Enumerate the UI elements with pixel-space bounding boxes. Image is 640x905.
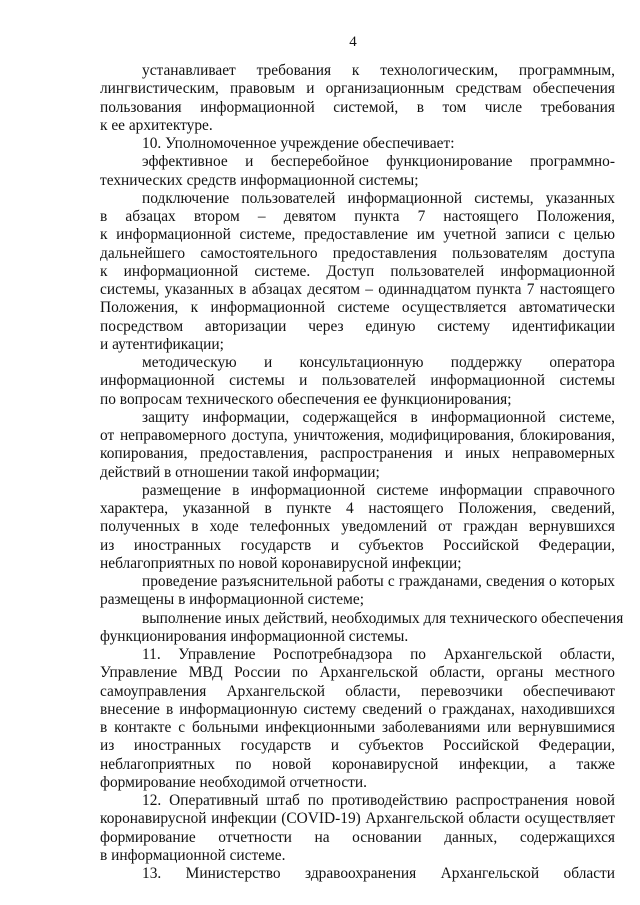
text-line: выполнение иных действий, необходимых для технического обеспечения [142,609,624,627]
text-line: 12. Оперативный штаб по противодействию распространения новой [142,792,615,809]
text-line: действий в отношении такой информации; [100,463,380,481]
document-body [100,62,624,883]
text-line: полученных в ходе телефонных уведомлений от граждан вернувшихся [100,518,615,536]
paragraph [100,190,615,354]
text-line: коронавирусной инфекции (COVID-19) Архангельской области осуществляет [100,810,615,828]
paragraph [100,792,615,865]
paragraph [100,409,615,482]
text-line: размещение в информационной системе информации справочного [142,481,615,499]
text-line: методическую и консультационную поддержку оператора [142,354,615,371]
text-line: лингвистическим, правовым и организационным средствам обеспечения [100,80,615,98]
text-line: проведение разъяснительной работы с гражданами, сведения о которых [142,573,615,590]
text-line: и аутентификации; [100,335,224,353]
paragraph [100,646,615,792]
text-line: информационной системы и пользователей информационной системы [100,372,615,390]
paragraph [100,865,615,883]
text-line: защиту информации, содержащейся в информационной системе, [142,408,615,426]
text-line: неблагоприятных по новой коронавирусной инфекции; [100,554,462,572]
text-line: посредством авторизации через единую систему идентификации [100,317,615,335]
text-line: внесение в информационную систему сведений о гражданах, находившихся [100,700,615,718]
paragraph [100,609,624,647]
paragraph [100,62,615,135]
page-number: 4 [349,34,357,50]
text-line: самоуправления Архангельской области, перевозчики обеспечивают [100,682,615,700]
text-line: 11. Управление Роспотребнадзора по Архангельской области, [142,646,615,663]
text-line: неблагоприятных по новой коронавирусной инфекции, а также [100,755,615,773]
paragraph [100,573,615,610]
text-line: 13. Министерство здравоохранения Архангельской области [142,865,615,882]
text-line: к информационной системе, предоставление им учетной записи с целью [100,226,615,244]
text-line: в контакте с больными инфекционными заболеваниями или вернувшимися [100,719,615,736]
text-line: Положения, к информационной системе осуществляется автоматически [100,299,615,317]
text-line: системы, указанных в абзацах десятом – одиннадцатом пункта 7 настоящего [100,281,615,298]
text-line: формирование необходимой отчетности. [100,773,367,791]
text-line: дальнейшего самостоятельного предоставления пользователям доступа [100,244,615,262]
paragraph [100,482,615,573]
text-line: копирования, предоставления, распространения и иных неправомерных [100,445,615,463]
text-line: к ее архитектуре. [100,116,213,134]
text-line: к информационной системе. Доступ пользователей информационной [100,262,615,280]
paragraph [100,354,615,409]
text-line: 10. Уполномоченное учреждение обеспечивает: [142,135,455,152]
paragraph [100,135,615,153]
text-line: подключение пользователей информационной системы, указанных [142,189,615,207]
text-line: технических средств информационной системы; [100,171,419,189]
text-line: Управление МВД России по Архангельской области, органы местного [100,664,615,682]
text-line: эффективное и бесперебойное функционирование программно- [142,153,615,171]
text-line: характера, указанной в пункте 4 настоящего Положения, сведений, [100,500,615,517]
text-line: от неправомерного доступа, уничтожения, модифицирования, блокирования, [100,427,615,444]
text-line: пользования информационной системой, в том числе требования [100,98,615,116]
text-line: из иностранных государств и субъектов Российской Федерации, [100,737,615,755]
paragraph [100,153,615,190]
text-line: формирование отчетности на основании данных, содержащихся [100,828,615,846]
text-line: из иностранных государств и субъектов Российской Федерации, [100,536,615,554]
text-line: в абзацах втором – девятом пункта 7 настоящего Положения, [100,208,615,225]
text-line: в информационной системе. [100,846,286,864]
text-line: размещены в информационной системе; [100,591,364,609]
text-line: по вопросам технического обеспечения ее функционирования; [100,390,512,408]
text-line: функционирования информационной системы. [100,627,409,645]
text-line: устанавливает требования к технологическим, программным, [142,62,615,79]
